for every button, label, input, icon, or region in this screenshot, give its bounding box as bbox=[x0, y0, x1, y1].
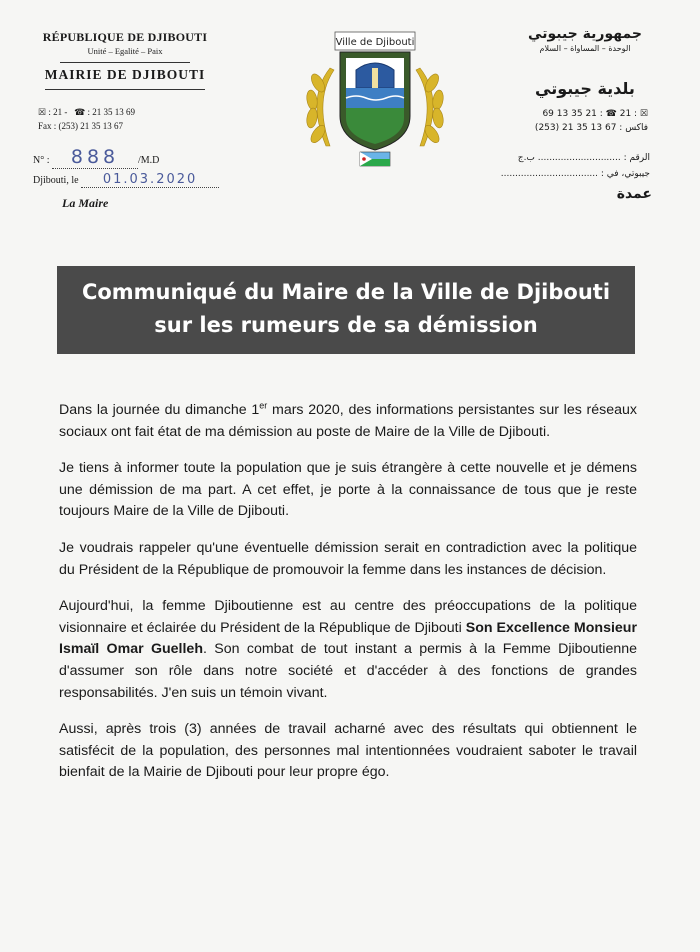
fax-arabic: فاكس : 67 13 35 21 (253) bbox=[534, 123, 648, 133]
sea-band bbox=[346, 88, 404, 108]
paragraph-5: Aussi, après trois (3) années de travail acharné avec des résultats qui obtiennent le satisfécit de la population, des personnes mal intentionnées voudraient saboter le travail bienfait de la Mairie de Djibouti pour leur propre égo. bbox=[59, 721, 637, 781]
phone-arabic: ☒ : 21 ☎ : 21 35 13 69 bbox=[542, 109, 648, 119]
paragraph-3: Je voudrais rappeler qu'une éventuelle démission serait en contradiction avec la politique du Président de la République de promouvoir la femme dans les instances de décision. bbox=[59, 539, 637, 578]
reference-block-arabic bbox=[501, 150, 650, 182]
header-divider bbox=[45, 89, 205, 90]
date-label-arabic: جيبوتي، في : .................................. bbox=[500, 169, 650, 179]
ref-suffix: /M.D bbox=[138, 155, 160, 166]
city-emblem bbox=[300, 28, 450, 168]
republic-name-arabic: جمهورية جيبوتي bbox=[528, 26, 642, 42]
letterhead-left bbox=[20, 30, 230, 94]
star-icon bbox=[362, 157, 366, 161]
president-name: Son Excellence Monsieur Ismaïl Omar Guelleh bbox=[59, 619, 637, 658]
national-motto-arabic: الوحدة – المساواة – السلام bbox=[539, 44, 631, 53]
ref-number-label-arabic: الرقم : ............................. ب.ج bbox=[517, 153, 650, 163]
mairie-name: MAIRIE DE DJIBOUTI bbox=[44, 67, 206, 82]
emblem-banner-text: Ville de Djibouti bbox=[335, 37, 415, 48]
national-motto: Unité – Egalité – Paix bbox=[87, 46, 163, 56]
ref-number-label: N° : bbox=[33, 155, 50, 166]
title-line-2: sur les rumeurs de sa démission bbox=[154, 313, 538, 337]
communique-title bbox=[57, 266, 635, 354]
contact-block bbox=[38, 105, 135, 133]
signatory-title: La Maire bbox=[62, 196, 109, 210]
date-handwritten: 01.03.2020 bbox=[102, 172, 198, 187]
reference-block bbox=[33, 146, 219, 188]
title-line-1: Communiqué du Maire de la Ville de Djibouti bbox=[81, 280, 611, 304]
paragraph-2: Je tiens à informer toute la population que je suis étrangère à cette nouvelle et je démens une démission de ma part. A cet effet, je porte à la connaissance de tous que je reste toujours Maire de la Ville de Djibouti. bbox=[59, 460, 637, 520]
communique-body bbox=[59, 400, 637, 799]
republic-name: RÉPUBLIQUE DE DJIBOUTI bbox=[42, 30, 208, 44]
phone: ☎ : 21 35 13 69 bbox=[74, 107, 136, 117]
header-divider bbox=[60, 62, 190, 63]
ref-number-handwritten: 888 bbox=[70, 146, 120, 168]
fax: Fax : (253) 21 35 13 67 bbox=[38, 121, 123, 131]
paragraph-1: Dans la journée du dimanche 1er mars 2020, des informations persistantes sur les réseaux sociaux ont fait état de ma démission au poste de Maire de la Ville de Djibouti. bbox=[59, 400, 638, 440]
letterhead-right bbox=[490, 26, 680, 98]
contact-block-arabic bbox=[535, 107, 648, 135]
signatory-title-arabic: عمدة bbox=[616, 186, 652, 202]
minaret-icon bbox=[372, 68, 378, 88]
date-label: Djibouti, le bbox=[33, 175, 79, 186]
paragraph-4: Aujourd'hui, la femme Djiboutienne est au centre des préoccupations de la politique visionnaire et éclairée du Président de la République de Djibouti Son Excellence Monsieur Ismaïl Omar Guelleh. Son combat de tout instant a permis à la Femme Djiboutienne d'assumer son rôle dans notre société et d'accéder à des fonctions de grandes responsabilités. J'en suis un témoin vivant. bbox=[59, 598, 638, 701]
mairie-name-arabic: بلدية جيبوتي bbox=[535, 79, 635, 98]
po-box: ☒ : 21 - bbox=[38, 107, 68, 117]
